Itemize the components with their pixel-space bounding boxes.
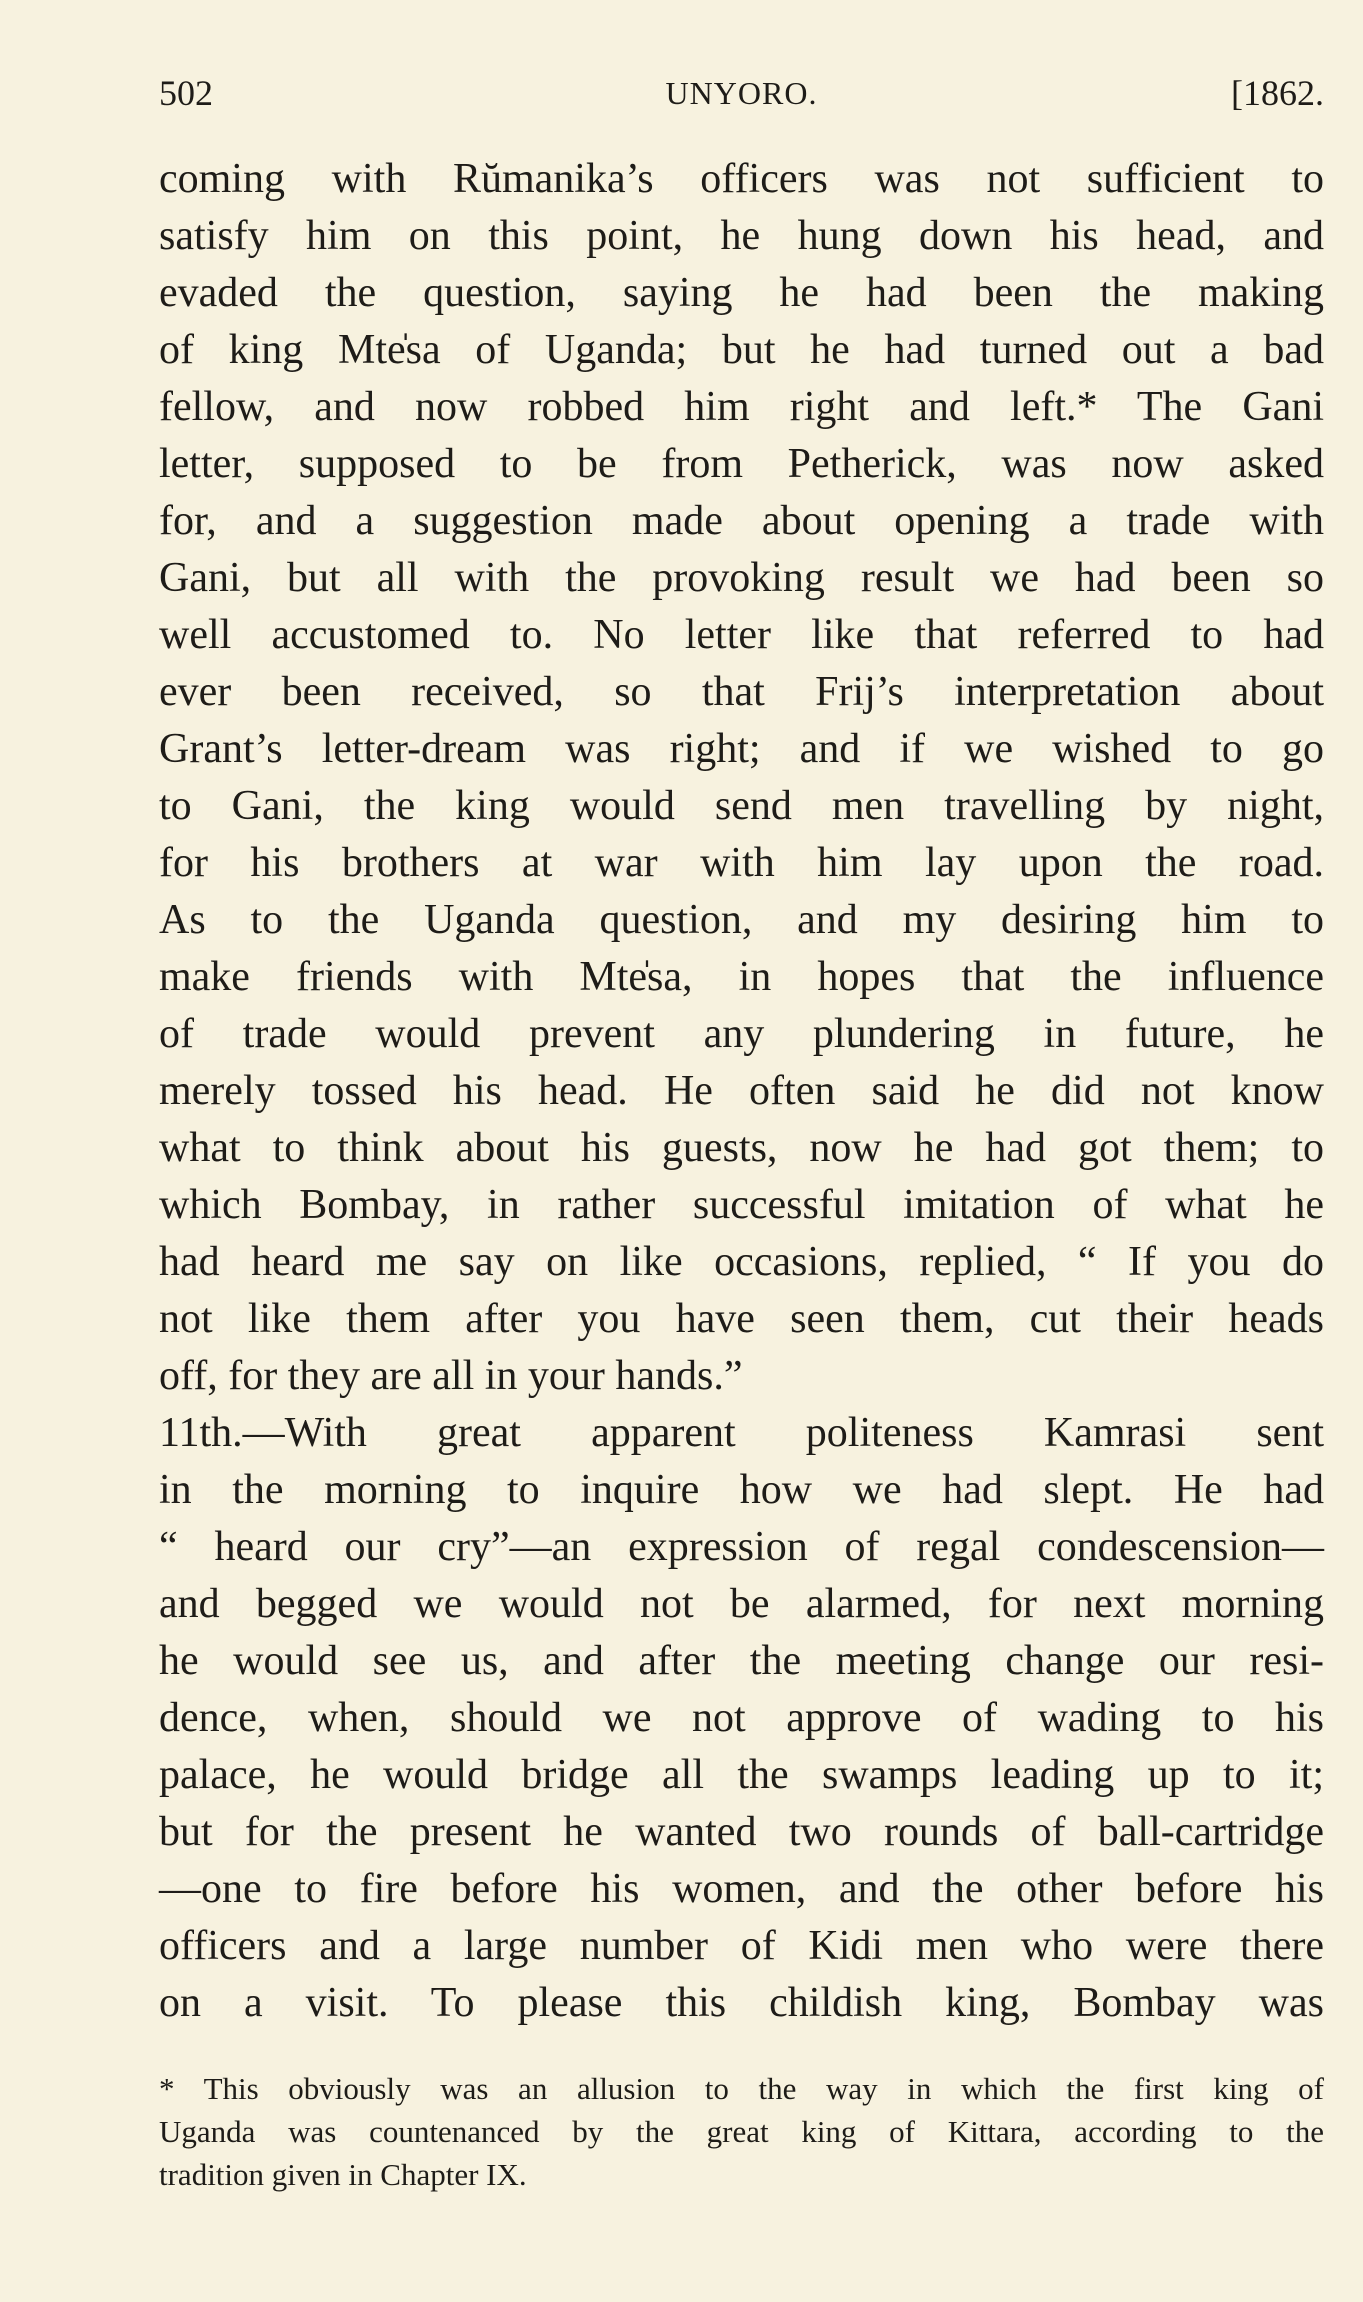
text-line: on a visit. To please this childish king, Bombay was <box>159 1980 1324 2026</box>
text-line: to Gani, the king would send men travelling by night, <box>159 783 1324 829</box>
footnote-line: Uganda was countenanced by the great king of Kittara, according to the <box>159 2114 1324 2149</box>
footnote <box>159 2067 1324 2196</box>
text-line: but for the present he wanted two rounds of ball-cartridge <box>159 1809 1324 1855</box>
text-line: evaded the question, saying he had been the making <box>159 270 1324 316</box>
text-line: ever been received, so that Frij’s interpretation about <box>159 669 1324 715</box>
body-text <box>159 151 1324 2032</box>
footnote-line: tradition given in Chapter IX. <box>159 2157 527 2192</box>
text-line: of king Mte̍sa of Uganda; but he had turned out a bad <box>159 327 1324 373</box>
text-line: —one to fire before his women, and the other before his <box>159 1866 1324 1912</box>
text-line: which Bombay, in rather successful imitation of what he <box>159 1182 1324 1228</box>
text-line: Gani, but all with the provoking result we had been so <box>159 555 1324 601</box>
text-line: what to think about his guests, now he had got them; to <box>159 1125 1324 1171</box>
text-line: palace, he would bridge all the swamps leading up to it; <box>159 1752 1324 1798</box>
text-line: not like them after you have seen them, cut their heads <box>159 1296 1324 1342</box>
page-number: 502 <box>159 73 213 113</box>
running-title: UNYORO. <box>665 75 818 111</box>
text-line: for, and a suggestion made about opening a trade with <box>159 498 1324 544</box>
running-year: [1862. <box>1231 73 1324 113</box>
text-line: merely tossed his head. He often said he did not know <box>159 1068 1324 1114</box>
text-line: As to the Uganda question, and my desiring him to <box>159 897 1324 943</box>
text-line: 11th.—With great apparent politeness Kamrasi sent <box>159 1410 1324 1456</box>
text-line: coming with Rŭmanika’s officers was not sufficient to <box>159 156 1324 202</box>
text-line: Grant’s letter-dream was right; and if we wished to go <box>159 726 1324 772</box>
text-line: “ heard our cry”—an expression of regal condescension— <box>159 1524 1324 1570</box>
text-line: officers and a large number of Kidi men who were there <box>159 1923 1324 1969</box>
text-line: dence, when, should we not approve of wading to his <box>159 1695 1324 1741</box>
text-line: fellow, and now robbed him right and left.* The Gani <box>159 384 1324 430</box>
text-line: letter, supposed to be from Petherick, was now asked <box>159 441 1324 487</box>
running-header <box>159 68 1324 118</box>
text-line: off, for they are all in your hands.” <box>159 1353 743 1399</box>
text-line: well accustomed to. No letter like that referred to had <box>159 612 1324 658</box>
text-line: he would see us, and after the meeting change our resi- <box>159 1638 1324 1684</box>
footnote-line: * This obviously was an allusion to the way in which the first king of <box>159 2071 1324 2106</box>
text-line: satisfy him on this point, he hung down his head, and <box>159 213 1324 259</box>
text-line: of trade would prevent any plundering in future, he <box>159 1011 1324 1057</box>
text-line: make friends with Mte̍sa, in hopes that the influence <box>159 954 1324 1000</box>
text-line: in the morning to inquire how we had slept. He had <box>159 1467 1324 1513</box>
text-line: had heard me say on like occasions, replied, “ If you do <box>159 1239 1324 1285</box>
text-line: and begged we would not be alarmed, for next morning <box>159 1581 1324 1627</box>
text-line: for his brothers at war with him lay upon the road. <box>159 840 1324 886</box>
